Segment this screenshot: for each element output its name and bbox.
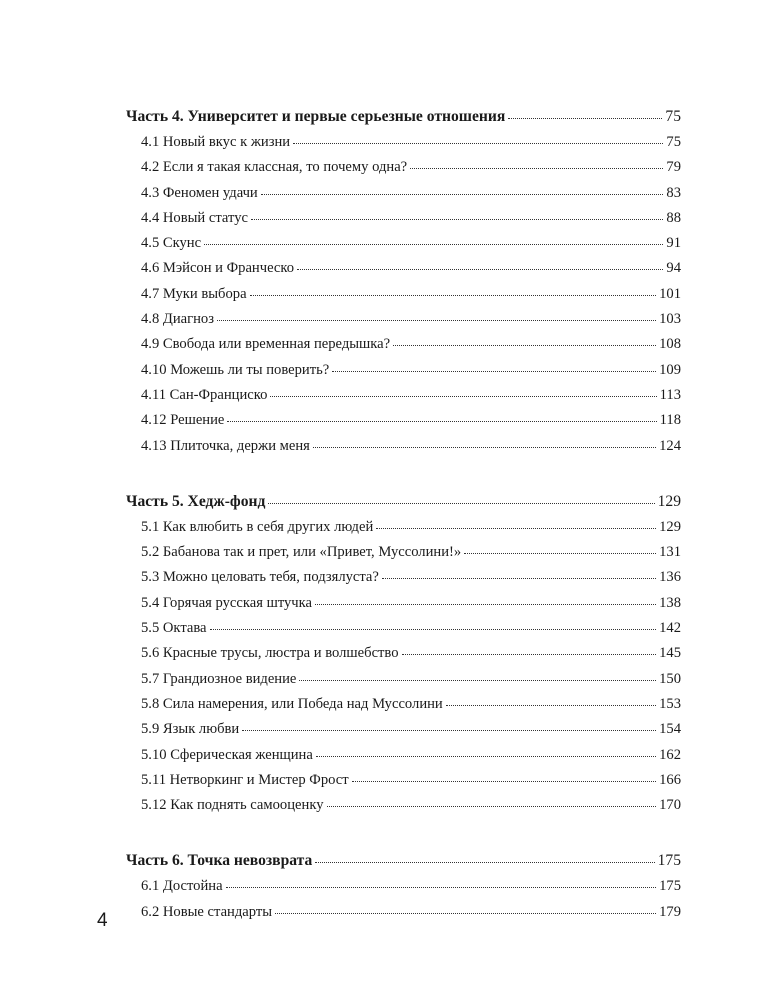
page-number: 109 bbox=[659, 361, 681, 378]
toc-entry bbox=[126, 155, 681, 180]
toc-entry bbox=[126, 307, 681, 332]
entry-title: 5.11 Нетворкинг и Мистер Фрост bbox=[141, 771, 349, 788]
page-number: 150 bbox=[659, 670, 681, 687]
dot-leader bbox=[315, 862, 654, 863]
toc-entry bbox=[126, 408, 681, 433]
page-number: 175 bbox=[657, 852, 681, 870]
dot-leader bbox=[268, 503, 654, 504]
dot-leader bbox=[332, 371, 656, 372]
part-heading bbox=[126, 104, 681, 130]
dot-leader bbox=[508, 118, 662, 119]
entry-title: 5.7 Грандиозное видение bbox=[141, 670, 297, 687]
entry-title: 4.2 Если я такая классная, то почему одна? bbox=[141, 159, 408, 176]
entry-title: 5.2 Бабанова так и прет, или «Привет, Муссолини!» bbox=[141, 544, 462, 561]
entry-title: 4.3 Феномен удачи bbox=[141, 184, 258, 201]
toc-entry bbox=[126, 383, 681, 408]
page-number: 108 bbox=[659, 336, 681, 353]
dot-leader bbox=[250, 295, 657, 296]
dot-leader bbox=[251, 219, 663, 220]
page-number: 124 bbox=[659, 437, 681, 454]
part-heading bbox=[126, 848, 681, 874]
page-number: 170 bbox=[659, 797, 681, 814]
toc-entry bbox=[126, 231, 681, 256]
table-of-contents bbox=[126, 104, 681, 955]
entry-title: 5.5 Октава bbox=[141, 620, 207, 637]
page-number: 154 bbox=[659, 721, 681, 738]
dot-leader bbox=[299, 680, 656, 681]
entry-title: 5.10 Сферическая женщина bbox=[141, 746, 313, 763]
part-title: Часть 4. Университет и первые серьезные отношения bbox=[126, 108, 506, 125]
toc-entry bbox=[126, 692, 681, 717]
page-number: 166 bbox=[659, 771, 681, 788]
page-number: 88 bbox=[666, 209, 681, 226]
page-number: 162 bbox=[659, 746, 681, 763]
toc-entry bbox=[126, 768, 681, 793]
dot-leader bbox=[402, 654, 657, 655]
entry-title: 4.13 Плиточка, держи меня bbox=[141, 437, 310, 454]
toc-entry bbox=[126, 332, 681, 357]
toc-part-6 bbox=[126, 848, 681, 925]
toc-part-5 bbox=[126, 489, 681, 819]
page-number: 91 bbox=[666, 235, 681, 252]
part-title: Часть 6. Точка невозврата bbox=[126, 852, 313, 870]
page-number: 138 bbox=[659, 594, 681, 611]
dot-leader bbox=[393, 345, 656, 346]
toc-entry bbox=[126, 282, 681, 307]
page-number: 153 bbox=[659, 695, 681, 712]
dot-leader bbox=[313, 447, 656, 448]
entry-title: 6.2 Новые стандарты bbox=[141, 903, 273, 920]
dot-leader bbox=[410, 168, 663, 169]
entry-title: 5.4 Горячая русская штучка bbox=[141, 594, 312, 611]
dot-leader bbox=[204, 244, 663, 245]
dot-leader bbox=[227, 421, 656, 422]
entry-title: 5.8 Сила намерения, или Победа над Муссолини bbox=[141, 695, 443, 712]
dot-leader bbox=[297, 269, 663, 270]
page-number: 131 bbox=[659, 544, 681, 561]
page-number: 145 bbox=[659, 645, 681, 662]
dot-leader bbox=[464, 553, 656, 554]
toc-entry bbox=[126, 540, 681, 565]
toc-entry bbox=[126, 743, 681, 768]
toc-entry bbox=[126, 900, 681, 925]
dot-leader bbox=[226, 887, 657, 888]
page-number: 79 bbox=[666, 159, 681, 176]
entry-title: 4.7 Муки выбора bbox=[141, 285, 247, 302]
page-number: 136 bbox=[659, 569, 681, 586]
dot-leader bbox=[316, 756, 656, 757]
page-number: 94 bbox=[666, 260, 681, 277]
toc-entry bbox=[126, 434, 681, 459]
toc-entry bbox=[126, 874, 681, 899]
entry-title: 4.8 Диагноз bbox=[141, 311, 214, 328]
page-number: 129 bbox=[659, 518, 681, 535]
entry-title: 5.9 Язык любви bbox=[141, 721, 240, 738]
toc-entry bbox=[126, 591, 681, 616]
toc-entry bbox=[126, 181, 681, 206]
dot-leader bbox=[352, 781, 656, 782]
toc-part-4 bbox=[126, 104, 681, 459]
dot-leader bbox=[242, 730, 656, 731]
dot-leader bbox=[261, 194, 664, 195]
entry-title: 4.6 Мэйсон и Франческо bbox=[141, 260, 295, 277]
page-number: 142 bbox=[659, 620, 681, 637]
toc-entry bbox=[126, 206, 681, 231]
entry-title: 4.12 Решение bbox=[141, 412, 225, 429]
entry-title: 4.11 Сан-Франциско bbox=[141, 386, 268, 403]
page-number: 118 bbox=[659, 412, 681, 429]
dot-leader bbox=[446, 705, 656, 706]
page-folio-number: 4 bbox=[97, 910, 108, 931]
entry-title: 5.6 Красные трусы, люстра и волшебство bbox=[141, 645, 399, 662]
entry-title: 5.3 Можно целовать тебя, подзялуста? bbox=[141, 569, 379, 586]
entry-title: 4.1 Новый вкус к жизни bbox=[141, 134, 291, 150]
toc-entry bbox=[126, 565, 681, 590]
toc-entry bbox=[126, 130, 681, 155]
page-number: 75 bbox=[666, 134, 681, 150]
entry-title: 4.4 Новый статус bbox=[141, 209, 248, 226]
part-title: Часть 5. Хедж-фонд bbox=[126, 492, 266, 510]
dot-leader bbox=[376, 528, 656, 529]
dot-leader bbox=[327, 806, 657, 807]
page-number: 101 bbox=[659, 285, 681, 302]
page-number: 75 bbox=[665, 108, 681, 125]
toc-entry bbox=[126, 793, 681, 818]
page-number: 103 bbox=[659, 311, 681, 328]
page-number: 83 bbox=[666, 184, 681, 201]
toc-entry bbox=[126, 256, 681, 281]
page-number: 113 bbox=[659, 386, 681, 403]
dot-leader bbox=[217, 320, 656, 321]
dot-leader bbox=[275, 913, 656, 914]
dot-leader bbox=[293, 143, 663, 144]
page-number: 179 bbox=[659, 903, 681, 920]
entry-title: 4.5 Скунс bbox=[141, 235, 202, 252]
toc-entry bbox=[126, 515, 681, 540]
toc-entry bbox=[126, 717, 681, 742]
dot-leader bbox=[210, 629, 657, 630]
dot-leader bbox=[315, 604, 656, 605]
entry-title: 4.9 Свобода или временная передышка? bbox=[141, 336, 391, 353]
dot-leader bbox=[382, 578, 656, 579]
page-number: 175 bbox=[659, 878, 681, 895]
dot-leader bbox=[270, 396, 656, 397]
part-heading bbox=[126, 489, 681, 515]
entry-title: 6.1 Достойна bbox=[141, 878, 223, 895]
toc-entry bbox=[126, 641, 681, 666]
entry-title: 5.12 Как поднять самооценку bbox=[141, 797, 324, 814]
page-number: 129 bbox=[657, 492, 681, 510]
toc-entry bbox=[126, 667, 681, 692]
toc-entry bbox=[126, 616, 681, 641]
entry-title: 5.1 Как влюбить в себя других людей bbox=[141, 518, 374, 535]
entry-title: 4.10 Можешь ли ты поверить? bbox=[141, 361, 330, 378]
toc-entry bbox=[126, 358, 681, 383]
